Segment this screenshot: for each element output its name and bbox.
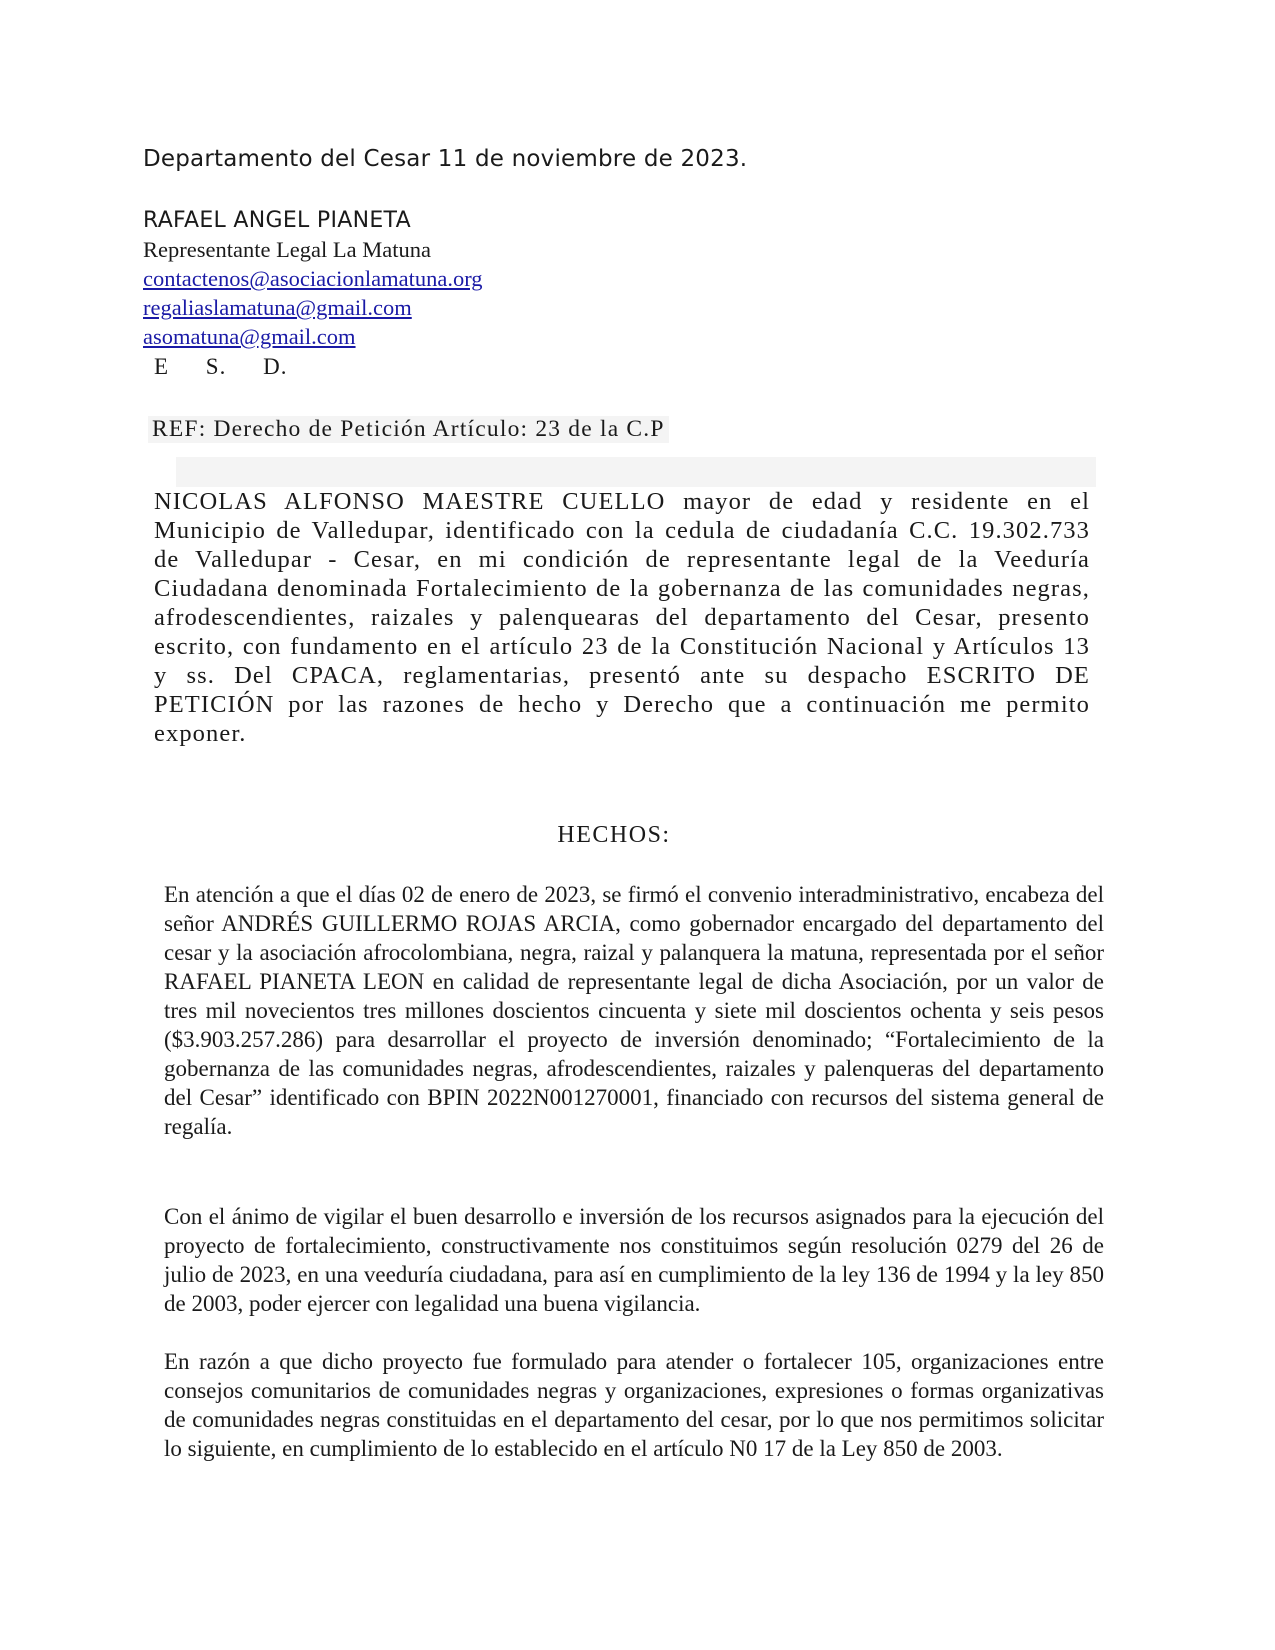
- reference-line: REF: Derecho de Petición Artículo: 23 de la C.P: [148, 416, 669, 443]
- hechos-paragraph-3: En razón a que dicho proyecto fue formulado para atender o fortalecer 105, organizaciones entre consejos comunitarios de comunidades negras y organizaciones, expresiones o formas organizativas de comunidades negras constituidas en el departamento del cesar, por lo que nos permitimos solicitar lo siguiente, en cumplimiento de lo establecido en el artículo N0 17 de la Ley 850 de 2003.: [164, 1349, 1104, 1461]
- email-link-contactenos[interactable]: contactenos@asociacionlamatuna.org: [143, 266, 483, 291]
- hechos-paragraph-2: Con el ánimo de vigilar el buen desarrollo e inversión de los recursos asignados para la ejecución del proyecto de fortalecimiento, constructivamente nos constituimos según resolución 0279 del 26 de julio de 2023, en una veeduría ciudadana, para así en cumplimiento de la ley 136 de 1994 y la ley 850 de 2003, poder ejercer con legalidad una buena vigilancia.: [164, 1204, 1104, 1316]
- esd-line: E S. D.: [154, 354, 288, 379]
- email-link-asomatuna[interactable]: asomatuna@gmail.com: [143, 324, 356, 349]
- recipient-title: Representante Legal La Matuna: [143, 237, 431, 262]
- intro-paragraph: NICOLAS ALFONSO MAESTRE CUELLO mayor de edad y residente en el Municipio de Valledupar, identificado con la cedula de ciudadanía C.C. 19.302.733 de Valledupar - Cesar, en mi condición de representante legal de la Veeduría Ciudadana denominada Fortalecimiento de la gobernanza de las comunidades negras, afrodescendientes, raizales y palenquearas del departamento del Cesar, presento escrito, con fundamento en el artículo 23 de la Constitución Nacional y Artículos 13 y ss. Del CPACA, reglamentarias, presentó ante su despacho ESCRITO DE PETICIÓN por las razones de hecho y Derecho que a continuación me permito exponer.: [154, 488, 1090, 747]
- recipient-name: RAFAEL ANGEL PIANETA: [143, 208, 411, 233]
- document-date: Departamento del Cesar 11 de noviembre de 2023.: [143, 146, 748, 172]
- section-heading-hechos: HECHOS:: [557, 822, 671, 848]
- highlight-band: [176, 457, 1096, 487]
- recipient-block: [143, 206, 483, 351]
- email-link-regalias[interactable]: regaliaslamatuna@gmail.com: [143, 295, 412, 320]
- hechos-paragraph-1: En atención a que el días 02 de enero de 2023, se firmó el convenio interadministrativo, encabeza del señor ANDRÉS GUILLERMO ROJAS ARCIA, como gobernador encargado del departamento del cesar y la asociación afrocolombiana, negra, raizal y palanquera la matuna, representada por el señor RAFAEL PIANETA LEON en calidad de representante legal de dicha Asociación, por un valor de tres mil novecientos tres millones doscientos cincuenta y siete mil doscientos ochenta y seis pesos ($3.903.257.286) para desarrollar el proyecto de inversión denominado; “Fortalecimiento de la gobernanza de las comunidades negras, afrodescendientes, raizales y palenqueras del departamento del Cesar” identificado con BPIN 2022N001270001, financiado con recursos del sistema general de regalía.: [164, 882, 1104, 1139]
